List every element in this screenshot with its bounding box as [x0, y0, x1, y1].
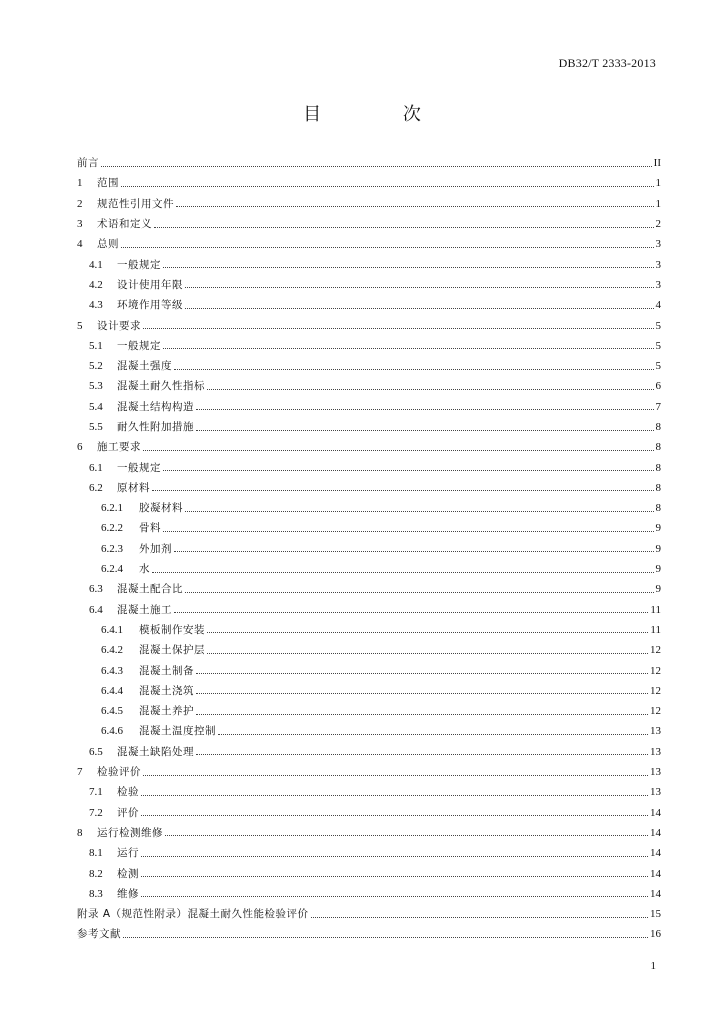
toc-dot-leader	[185, 308, 654, 309]
toc-entry-number: 7	[77, 766, 83, 779]
toc-entry-page: 12	[650, 664, 661, 677]
toc-entry[interactable]	[77, 153, 661, 173]
toc-entry-number: 6.5	[89, 745, 103, 758]
toc-entry-title: 骨料	[139, 522, 161, 535]
toc-entry-title: 评价	[117, 806, 139, 819]
toc-entry-number: 6.2.4	[101, 563, 123, 576]
toc-dot-leader	[311, 917, 648, 918]
toc-entry[interactable]	[77, 742, 661, 762]
toc-entry-title: 混凝土缺陷处理	[117, 745, 194, 758]
toc-entry-number: 6.4.5	[101, 705, 123, 718]
toc-dot-leader	[163, 267, 654, 268]
toc-entry-title: 混凝土保护层	[139, 644, 205, 657]
toc-entry[interactable]	[77, 559, 661, 579]
toc-entry-title: 一般规定	[117, 339, 161, 352]
toc-entry[interactable]	[77, 803, 661, 823]
toc-entry-title: 外加剂	[139, 542, 172, 555]
toc-entry[interactable]	[77, 234, 661, 254]
toc-entry-number: 7.2	[89, 806, 103, 819]
toc-dot-leader	[165, 835, 648, 836]
toc-entry-number: 6.3	[89, 583, 103, 596]
toc-entry[interactable]	[77, 762, 661, 782]
toc-entry[interactable]	[77, 498, 661, 518]
toc-entry-title: 混凝土耐久性指标	[117, 380, 205, 393]
toc-entry-page: 9	[655, 563, 661, 576]
toc-entry[interactable]	[77, 194, 661, 214]
toc-entry-number: 5.2	[89, 360, 103, 373]
toc-dot-leader	[101, 166, 652, 167]
toc-entry-title: 混凝土结构构造	[117, 400, 194, 413]
toc-entry-number: 6.2	[89, 481, 103, 494]
toc-entry[interactable]	[77, 924, 661, 944]
toc-entry[interactable]	[77, 457, 661, 477]
toc-entry-title: 混凝土温度控制	[139, 725, 216, 738]
toc-entry-title: 水	[139, 563, 150, 576]
toc-entry-title: 混凝土配合比	[117, 583, 183, 596]
toc-entry-title: 胶凝材料	[139, 502, 183, 515]
toc-entry-title: 运行	[117, 847, 139, 860]
toc-entry-page: 5	[655, 319, 661, 332]
toc-entry-title: 施工要求	[97, 441, 141, 454]
toc-entry-page: 7	[655, 400, 661, 413]
toc-dot-leader	[154, 227, 654, 228]
toc-entry-title: 检测	[117, 867, 139, 880]
toc-entry-number: 6.1	[89, 461, 103, 474]
toc-entry-page: 14	[650, 806, 661, 819]
toc-entry-title: 混凝土制备	[139, 664, 194, 677]
toc-entry[interactable]	[77, 356, 661, 376]
toc-dot-leader	[185, 511, 654, 512]
toc-entry-number: 4.3	[89, 299, 103, 312]
toc-entry-page: 3	[655, 278, 661, 291]
toc-entry-number: 5.4	[89, 400, 103, 413]
toc-dot-leader	[152, 490, 654, 491]
toc-entry-number: 6.4.2	[101, 644, 123, 657]
toc-entry-title: 前言	[77, 157, 99, 170]
toc-entry-page: 3	[655, 258, 661, 271]
toc-entry-number: 8.3	[89, 887, 103, 900]
toc-entry-page: 13	[650, 745, 661, 758]
toc-entry[interactable]	[77, 701, 661, 721]
toc-entry[interactable]	[77, 600, 661, 620]
toc-entry-title: 混凝土养护	[139, 705, 194, 718]
toc-entry-page: 8	[655, 481, 661, 494]
toc-entry-number: 6.4.3	[101, 664, 123, 677]
toc-entry[interactable]	[77, 478, 661, 498]
toc-entry[interactable]	[77, 721, 661, 741]
toc-entry-page: 12	[650, 705, 661, 718]
toc-entry[interactable]	[77, 904, 661, 924]
toc-entry-title: 混凝土强度	[117, 360, 172, 373]
toc-entry-number: 4	[77, 238, 83, 251]
toc-entry-title: 规范性引用文件	[97, 197, 174, 210]
toc-dot-leader	[174, 369, 654, 370]
toc-entry[interactable]	[77, 254, 661, 274]
toc-dot-leader	[207, 653, 648, 654]
toc-entry-number: 5.3	[89, 380, 103, 393]
toc-entry-title: 检验	[117, 786, 139, 799]
toc-entry-page: 1	[655, 177, 661, 190]
toc-dot-leader	[185, 287, 654, 288]
toc-entry-title: 耐久性附加措施	[117, 421, 194, 433]
toc-entry-number: 6.4.6	[101, 725, 123, 738]
page-title: 目 次	[303, 104, 459, 125]
toc-entry-page: 13	[650, 786, 661, 799]
toc-entry[interactable]	[77, 782, 661, 802]
toc-entry-page: 13	[650, 766, 661, 779]
toc-dot-leader	[141, 795, 648, 796]
toc-entry-number: 6.2.2	[101, 522, 123, 535]
table-of-contents	[77, 153, 661, 945]
toc-entry-number: 4.2	[89, 278, 103, 291]
toc-entry-title: 混凝土施工	[117, 603, 172, 616]
toc-dot-leader	[196, 409, 654, 410]
toc-entry[interactable]	[77, 295, 661, 315]
toc-entry-page: 8	[655, 421, 661, 433]
toc-entry-page: 12	[650, 644, 661, 657]
toc-entry-title: 一般规定	[117, 258, 161, 271]
toc-entry[interactable]	[77, 275, 661, 295]
toc-entry-page: 12	[650, 684, 661, 697]
toc-dot-leader	[196, 673, 648, 674]
toc-entry[interactable]	[77, 660, 661, 680]
toc-entry-title: 设计要求	[97, 319, 141, 332]
toc-dot-leader	[143, 328, 654, 329]
toc-entry[interactable]	[77, 437, 661, 457]
toc-entry-page: 15	[650, 908, 661, 921]
toc-dot-leader	[218, 734, 648, 735]
toc-dot-leader	[163, 348, 654, 349]
toc-entry-page: 2	[655, 218, 661, 231]
toc-entry-title: 维修	[117, 887, 139, 900]
toc-entry-page: 14	[650, 887, 661, 900]
toc-entry[interactable]	[77, 681, 661, 701]
toc-entry-page: 5	[655, 339, 661, 352]
toc-entry-page: 8	[655, 461, 661, 474]
toc-entry-title: 附录 A（规范性附录）混凝土耐久性能检验评价	[77, 908, 309, 921]
toc-dot-leader	[163, 531, 654, 532]
toc-entry-number: 8.2	[89, 867, 103, 880]
toc-dot-leader	[141, 856, 648, 857]
toc-entry[interactable]	[77, 863, 661, 883]
toc-entry-title: 混凝土浇筑	[139, 684, 194, 697]
standard-code: DB32/T 2333-2013	[558, 56, 656, 70]
toc-entry-number: 6.2.3	[101, 542, 123, 555]
toc-entry-page: 11	[650, 623, 661, 636]
toc-entry[interactable]	[77, 884, 661, 904]
toc-entry-number: 7.1	[89, 786, 103, 799]
toc-entry[interactable]	[77, 579, 661, 599]
toc-entry[interactable]	[77, 518, 661, 538]
toc-dot-leader	[196, 693, 648, 694]
toc-entry-number: 5.1	[89, 339, 103, 352]
toc-entry-page: 14	[650, 867, 661, 880]
toc-entry[interactable]	[77, 336, 661, 356]
toc-entry-number: 1	[77, 177, 83, 190]
toc-entry-title: 运行检测维修	[97, 826, 163, 839]
toc-entry-number: 6	[77, 441, 83, 454]
toc-entry-number: 6.4.4	[101, 684, 123, 697]
toc-entry-page: 14	[650, 847, 661, 860]
toc-entry[interactable]	[77, 397, 661, 417]
toc-entry-page: 8	[655, 502, 661, 515]
toc-entry-title: 检验评价	[97, 766, 141, 779]
toc-entry-title: 设计使用年限	[117, 278, 183, 291]
toc-dot-leader	[207, 632, 648, 633]
toc-dot-leader	[196, 714, 648, 715]
toc-dot-leader	[141, 876, 648, 877]
toc-dot-leader	[196, 430, 654, 431]
toc-entry-number: 6.4	[89, 603, 103, 616]
toc-entry-number: 6.2.1	[101, 502, 123, 515]
toc-entry[interactable]	[77, 376, 661, 396]
toc-entry-number: 5	[77, 319, 83, 332]
toc-entry[interactable]	[77, 823, 661, 843]
toc-entry-page: 9	[655, 522, 661, 535]
toc-entry-number: 3	[77, 218, 83, 231]
toc-entry[interactable]	[77, 214, 661, 234]
toc-entry-title: 环境作用等级	[117, 299, 183, 312]
toc-entry[interactable]	[77, 173, 661, 193]
toc-entry[interactable]	[77, 315, 661, 335]
page-number: 1	[650, 960, 656, 972]
toc-dot-leader	[152, 572, 654, 573]
toc-entry-title: 范围	[97, 177, 119, 190]
toc-entry-number: 4.1	[89, 258, 103, 271]
toc-dot-leader	[141, 896, 648, 897]
toc-entry-number: 5.5	[89, 421, 103, 433]
toc-dot-leader	[121, 186, 654, 187]
toc-entry-page: 16	[650, 928, 661, 941]
toc-entry-page: 5	[655, 360, 661, 373]
toc-entry-page: 13	[650, 725, 661, 738]
toc-entry[interactable]	[77, 620, 661, 640]
toc-entry-number: 8.1	[89, 847, 103, 860]
toc-entry-page: 1	[655, 197, 661, 210]
toc-entry-page: 14	[650, 826, 661, 839]
toc-entry[interactable]	[77, 843, 661, 863]
toc-dot-leader	[121, 247, 654, 248]
toc-dot-leader	[196, 754, 648, 755]
toc-entry-page: 4	[655, 299, 661, 312]
toc-dot-leader	[141, 815, 648, 816]
toc-entry-title: 总则	[97, 238, 119, 251]
toc-entry[interactable]	[77, 640, 661, 660]
toc-entry-title: 模板制作安装	[139, 623, 205, 636]
toc-entry-title: 一般规定	[117, 461, 161, 474]
toc-entry-number: 8	[77, 826, 83, 839]
toc-entry-page: 6	[655, 380, 661, 393]
toc-entry-page: 9	[655, 583, 661, 596]
toc-entry-page: II	[653, 157, 661, 170]
toc-dot-leader	[163, 470, 654, 471]
toc-dot-leader	[185, 592, 654, 593]
toc-entry-title: 原材料	[117, 481, 150, 494]
toc-dot-leader	[176, 206, 654, 207]
toc-entry-page: 9	[655, 542, 661, 555]
toc-entry-number: 2	[77, 197, 83, 210]
toc-dot-leader	[143, 775, 648, 776]
toc-entry-page: 3	[655, 238, 661, 251]
toc-dot-leader	[123, 937, 648, 938]
toc-dot-leader	[174, 612, 648, 613]
toc-entry-number: 6.4.1	[101, 623, 123, 636]
toc-entry-title: 参考文献	[77, 928, 121, 941]
toc-entry[interactable]	[77, 539, 661, 559]
toc-entry-page: 11	[650, 603, 661, 616]
toc-entry[interactable]	[77, 417, 661, 437]
toc-entry-page: 8	[655, 441, 661, 454]
toc-dot-leader	[143, 450, 654, 451]
toc-dot-leader	[174, 551, 654, 552]
toc-entry-title: 术语和定义	[97, 218, 152, 231]
toc-dot-leader	[207, 389, 654, 390]
